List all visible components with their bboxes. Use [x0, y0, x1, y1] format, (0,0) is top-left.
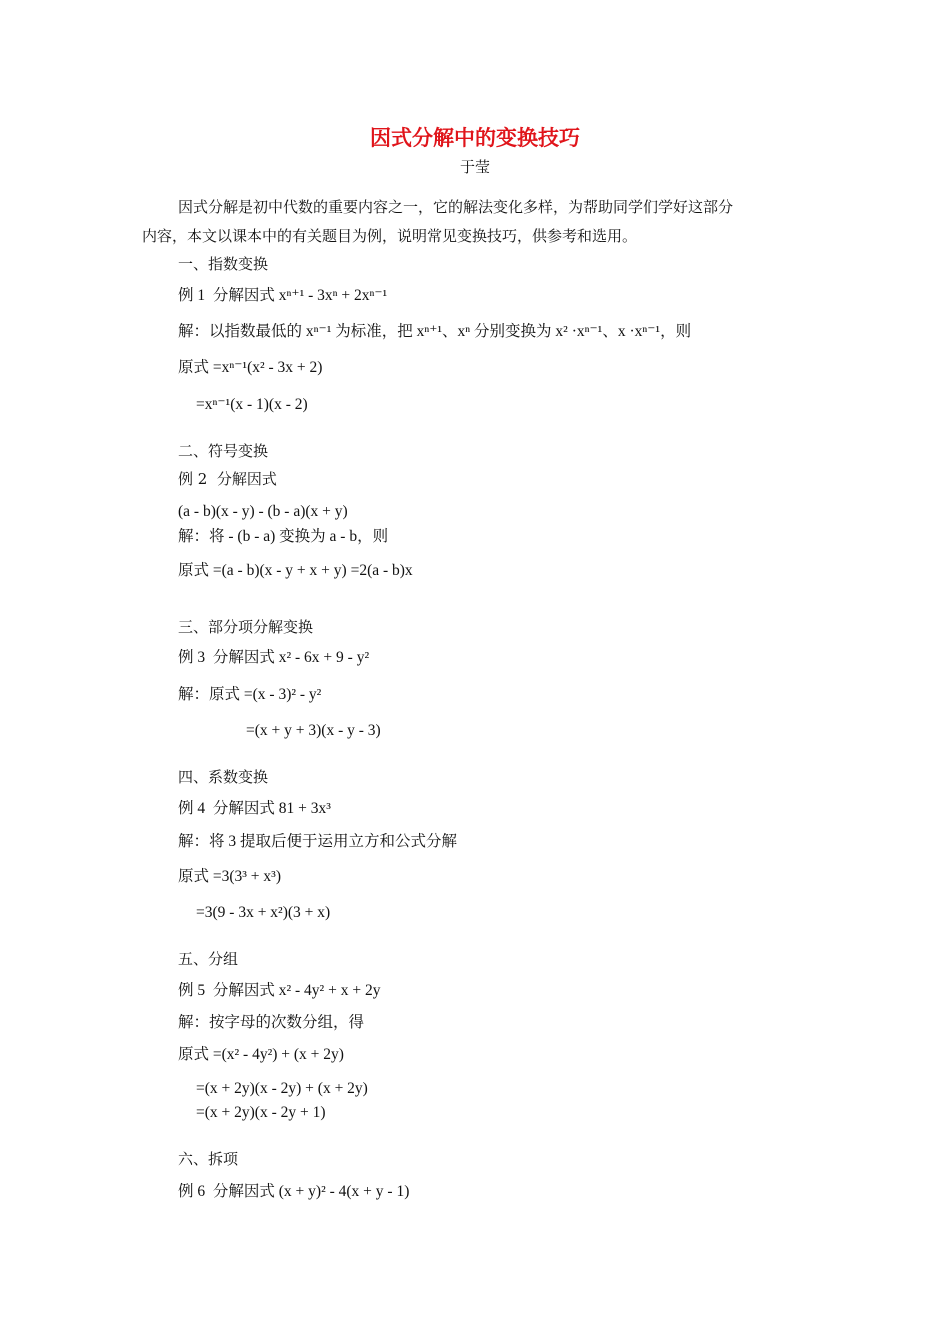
article-title: 因式分解中的变换技巧 — [370, 125, 580, 150]
example-1-solution: 解：以指数最低的 xⁿ⁻¹ 为标准，把 xⁿ⁺¹、xⁿ 分别变换为 x² ·xⁿ⁻¹、x ·xⁿ⁻¹，则 — [178, 323, 692, 340]
example-4-statement: 例 4 分解因式 81 + 3x³ — [178, 800, 331, 817]
example-1-statement: 例 1 分解因式 xⁿ⁺¹ - 3xⁿ + 2xⁿ⁻¹ — [178, 287, 388, 304]
example-4-step-2: =3(9 - 3x + x²)(3 + x) — [196, 904, 331, 921]
example-3-step-2: =(x + y + 3)(x - y - 3) — [246, 722, 381, 739]
example-5-step-2: =(x + 2y)(x - 2y) + (x + 2y) — [196, 1080, 368, 1097]
example-6-statement: 例 6 分解因式 (x + y)² - 4(x + y - 1) — [178, 1183, 410, 1200]
example-5-step-3: =(x + 2y)(x - 2y + 1) — [196, 1104, 326, 1121]
intro-paragraph-line-1: 因式分解是初中代数的重要内容之一，它的解法变化多样，为帮助同学们学好这部分 — [178, 198, 734, 216]
example-1-step-2: =xⁿ⁻¹(x - 1)(x - 2) — [196, 396, 308, 413]
example-2-statement: 例 2 分解因式 — [178, 470, 277, 488]
section-heading-sign: 二、符号变换 — [178, 442, 269, 460]
example-2-step-1: 原式 =(a - b)(x - y + x + y) =2(a - b)x — [178, 562, 413, 579]
section-heading-grouping: 五、分组 — [178, 950, 239, 968]
section-heading-split: 六、拆项 — [178, 1150, 239, 1168]
example-5-statement: 例 5 分解因式 x² - 4y² + x + 2y — [178, 982, 381, 999]
example-3-step-1: 解：原式 =(x - 3)² - y² — [178, 686, 322, 703]
example-1-step-1: 原式 =xⁿ⁻¹(x² - 3x + 2) — [178, 359, 323, 376]
example-4-solution: 解：将 3 提取后便于运用立方和公式分解 — [178, 833, 458, 850]
example-3-statement: 例 3 分解因式 x² - 6x + 9 - y² — [178, 649, 370, 666]
example-2-solution: 解：将 - (b - a) 变换为 a - b，则 — [178, 528, 389, 545]
example-5-solution: 解：按字母的次数分组，得 — [178, 1014, 365, 1031]
section-heading-coefficient: 四、系数变换 — [178, 768, 269, 786]
example-2-expression: (a - b)(x - y) - (b - a)(x + y) — [178, 503, 348, 520]
section-heading-partial: 三、部分项分解变换 — [178, 618, 314, 636]
example-5-step-1: 原式 =(x² - 4y²) + (x + 2y) — [178, 1046, 344, 1063]
section-heading-exponent: 一、指数变换 — [178, 255, 269, 273]
intro-paragraph-line-2: 内容，本文以课本中的有关题目为例，说明常见变换技巧，供参考和选用。 — [142, 227, 638, 245]
example-4-step-1: 原式 =3(3³ + x³) — [178, 868, 281, 885]
article-author: 于莹 — [459, 158, 490, 176]
